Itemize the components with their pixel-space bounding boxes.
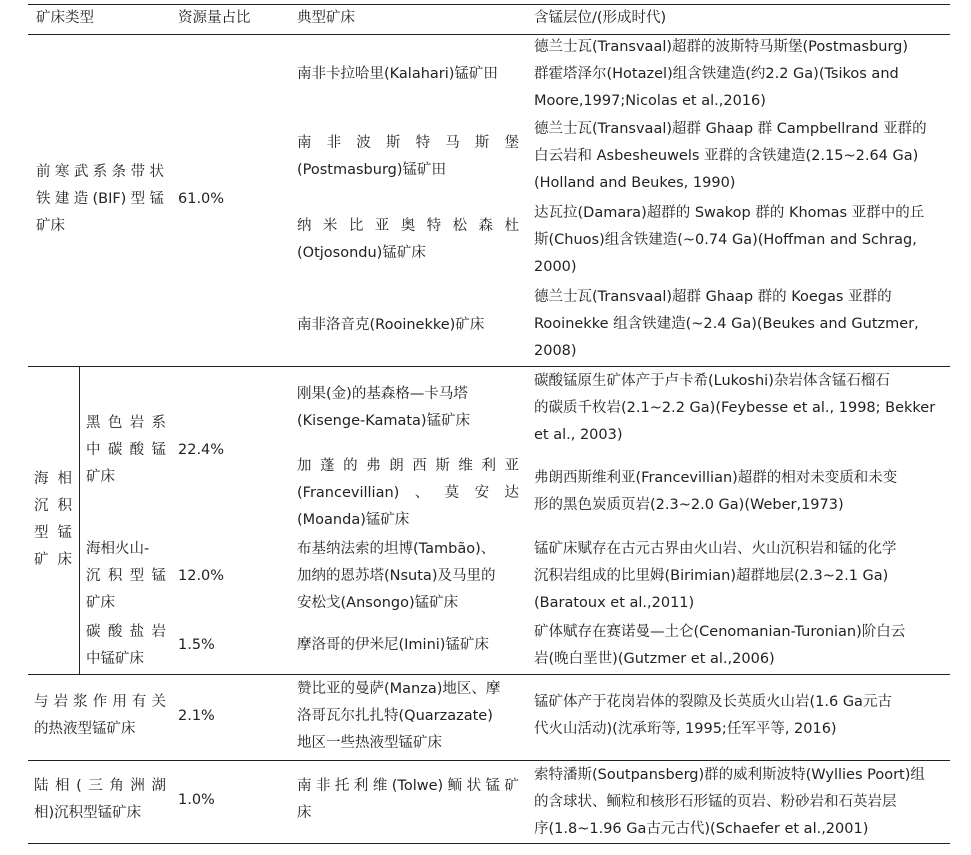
layer-cell: 岩(晚白垩世)(Gutzmer et al.,2006) — [534, 651, 775, 667]
share-cell: 2.1% — [178, 708, 215, 724]
subtype-cell: 沉积型锰 — [86, 568, 166, 584]
share-cell: 22.4% — [178, 442, 225, 458]
layer-cell: 的含球状、鲕粒和核形石形锰的页岩、粉砂岩和石英岩层 — [534, 794, 897, 810]
row-rule — [28, 760, 950, 761]
layer-cell: 弗朗西斯维利亚(Francevillian)超群的相对未变质和未变 — [534, 470, 898, 486]
layer-cell: 矿体赋存在赛诺曼—土仑(Cenomanian-Turonian)阶白云 — [534, 624, 906, 640]
layer-cell: 沉积岩组成的比里姆(Birimian)超群地层(2.3~2.1 Ga) — [534, 568, 889, 584]
subtype-cell: 碳酸盐岩 — [86, 624, 166, 640]
layer-cell: 锰矿床赋存在古元古界由火山岩、火山沉积岩和锰的化学 — [534, 541, 897, 557]
layer-cell: 碳酸锰原生矿体产于卢卡希(Lukoshi)杂岩体含锰石榴石 — [534, 373, 890, 389]
subtype-cell: 中碳酸锰 — [86, 442, 166, 458]
layer-cell: Moore,1997;Nicolas et al.,2016) — [534, 93, 766, 109]
type-cell: 矿床 — [36, 218, 65, 234]
layer-cell: 2000) — [534, 259, 577, 275]
header-layer: 含锰层位/(形成时代) — [534, 10, 667, 26]
layer-cell: 索特潘斯(Soutpansberg)群的威利斯波特(Wyllies Poort)组 — [534, 767, 925, 783]
header-share: 资源量占比 — [178, 10, 251, 26]
share-cell: 12.0% — [178, 568, 225, 584]
layer-cell: (Holland and Beukes, 1990) — [534, 175, 736, 191]
layer-cell: 白云岩和 Asbesheuwels 亚群的含铁建造(2.15~2.64 Ga) — [534, 148, 919, 164]
deposit-cell: 地区一些热液型锰矿床 — [297, 735, 442, 751]
table-bottom-rule — [28, 843, 950, 844]
layer-cell: et al., 2003) — [534, 427, 623, 443]
subtype-cell: 矿床 — [86, 469, 115, 485]
deposit-cell: 加纳的恩苏塔(Nsuta)及马里的 — [297, 568, 496, 584]
deposit-cell: (Kisenge-Kamata)锰矿床 — [297, 413, 471, 429]
table-top-rule — [28, 4, 950, 5]
deposit-cell: 赞比亚的曼萨(Manza)地区、摩 — [297, 681, 501, 697]
deposit-cell: 南非洛音克(Rooinekke)矿床 — [297, 317, 485, 333]
header-type: 矿床类型 — [36, 10, 94, 26]
deposit-cell: 布基纳法索的坦博(Tambão)、 — [297, 541, 496, 557]
deposit-cell: (Francevillian)、莫安达 — [297, 485, 519, 501]
layer-cell: 斯(Chuos)组含铁建造(~0.74 Ga)(Hoffman and Schrag, — [534, 232, 917, 248]
subtype-cell: 海相火山- — [86, 541, 150, 557]
share-cell: 1.0% — [178, 792, 215, 808]
subtype-cell: 中锰矿床 — [86, 651, 144, 667]
layer-cell: 群霍塔泽尔(Hotazel)组含铁建造(约2.2 Ga)(Tsikos and — [534, 66, 899, 82]
deposit-cell: (Moanda)锰矿床 — [297, 512, 410, 528]
type-cell: 型锰 — [34, 525, 72, 541]
layer-cell: 的碳质千枚岩(2.1~2.2 Ga)(Feybesse et al., 1998; Bekker — [534, 400, 936, 416]
deposit-cell: (Otjosondu)锰矿床 — [297, 245, 426, 261]
deposit-cell: 加蓬的弗朗西斯维利亚 — [297, 458, 519, 474]
type-cell: 相)沉积型锰矿床 — [34, 805, 142, 821]
layer-cell: 达瓦拉(Damara)超群的 Swakop 群的 Khomas 亚群中的丘 — [534, 205, 925, 221]
deposit-cell: 南非波斯特马斯堡 — [297, 135, 519, 151]
type-cell: 铁建造(BIF)型锰 — [36, 191, 164, 207]
layer-cell: 代火山活动)(沈承珩等, 1995;任军平等, 2016) — [534, 721, 837, 737]
layer-cell: 2008) — [534, 343, 577, 359]
header-deposit: 典型矿床 — [297, 10, 355, 26]
deposit-cell: 刚果(金)的基森格—卡马塔 — [297, 386, 468, 402]
deposit-cell: 床 — [297, 805, 312, 821]
deposit-cell: 纳米比亚奥特松森杜 — [297, 218, 519, 234]
deposit-cell: 南非托利维(Tolwe)鲕状锰矿 — [297, 778, 519, 794]
layer-cell: 德兰士瓦(Transvaal)超群的波斯特马斯堡(Postmasburg) — [534, 39, 909, 55]
layer-cell: 德兰士瓦(Transvaal)超群 Ghaap 群 Campbellrand 亚群的 — [534, 121, 927, 137]
layer-cell: 序(1.8~1.96 Ga古元古代)(Schaefer et al.,2001) — [534, 821, 869, 837]
subtype-cell: 矿床 — [86, 595, 115, 611]
type-cell: 与岩浆作用有关 — [34, 694, 166, 710]
type-cell: 陆相(三角洲湖 — [34, 778, 166, 794]
layer-cell: 形的黑色炭质页岩(2.3~2.0 Ga)(Weber,1973) — [534, 497, 844, 513]
share-cell: 1.5% — [178, 637, 215, 653]
layer-cell: Rooinekke 组含铁建造(~2.4 Ga)(Beukes and Gutzmer, — [534, 316, 919, 332]
row-rule — [28, 674, 950, 675]
deposit-cell: 洛哥瓦尔扎扎特(Quarzazate) — [297, 708, 493, 724]
type-cell: 沉积 — [34, 498, 72, 514]
deposit-cell: 安松戈(Ansongo)锰矿床 — [297, 595, 459, 611]
deposit-cell: 南非卡拉哈里(Kalahari)锰矿田 — [297, 66, 498, 82]
marine-sub-divider — [79, 366, 80, 674]
type-cell: 前寒武系条带状 — [36, 164, 164, 180]
type-cell: 海相 — [34, 471, 72, 487]
layer-cell: (Baratoux et al.,2011) — [534, 595, 695, 611]
layer-cell: 锰矿体产于花岗岩体的裂隙及长英质火山岩(1.6 Ga元古 — [534, 694, 892, 710]
deposit-cell: 摩洛哥的伊米尼(Imini)锰矿床 — [297, 637, 489, 653]
type-cell: 矿床 — [34, 552, 72, 568]
share-cell: 61.0% — [178, 191, 225, 207]
row-rule — [28, 366, 950, 367]
layer-cell: 德兰士瓦(Transvaal)超群 Ghaap 群的 Koegas 亚群的 — [534, 289, 892, 305]
deposit-cell: (Postmasburg)锰矿田 — [297, 162, 447, 178]
subtype-cell: 黑色岩系 — [86, 415, 166, 431]
type-cell: 的热液型锰矿床 — [34, 721, 136, 737]
